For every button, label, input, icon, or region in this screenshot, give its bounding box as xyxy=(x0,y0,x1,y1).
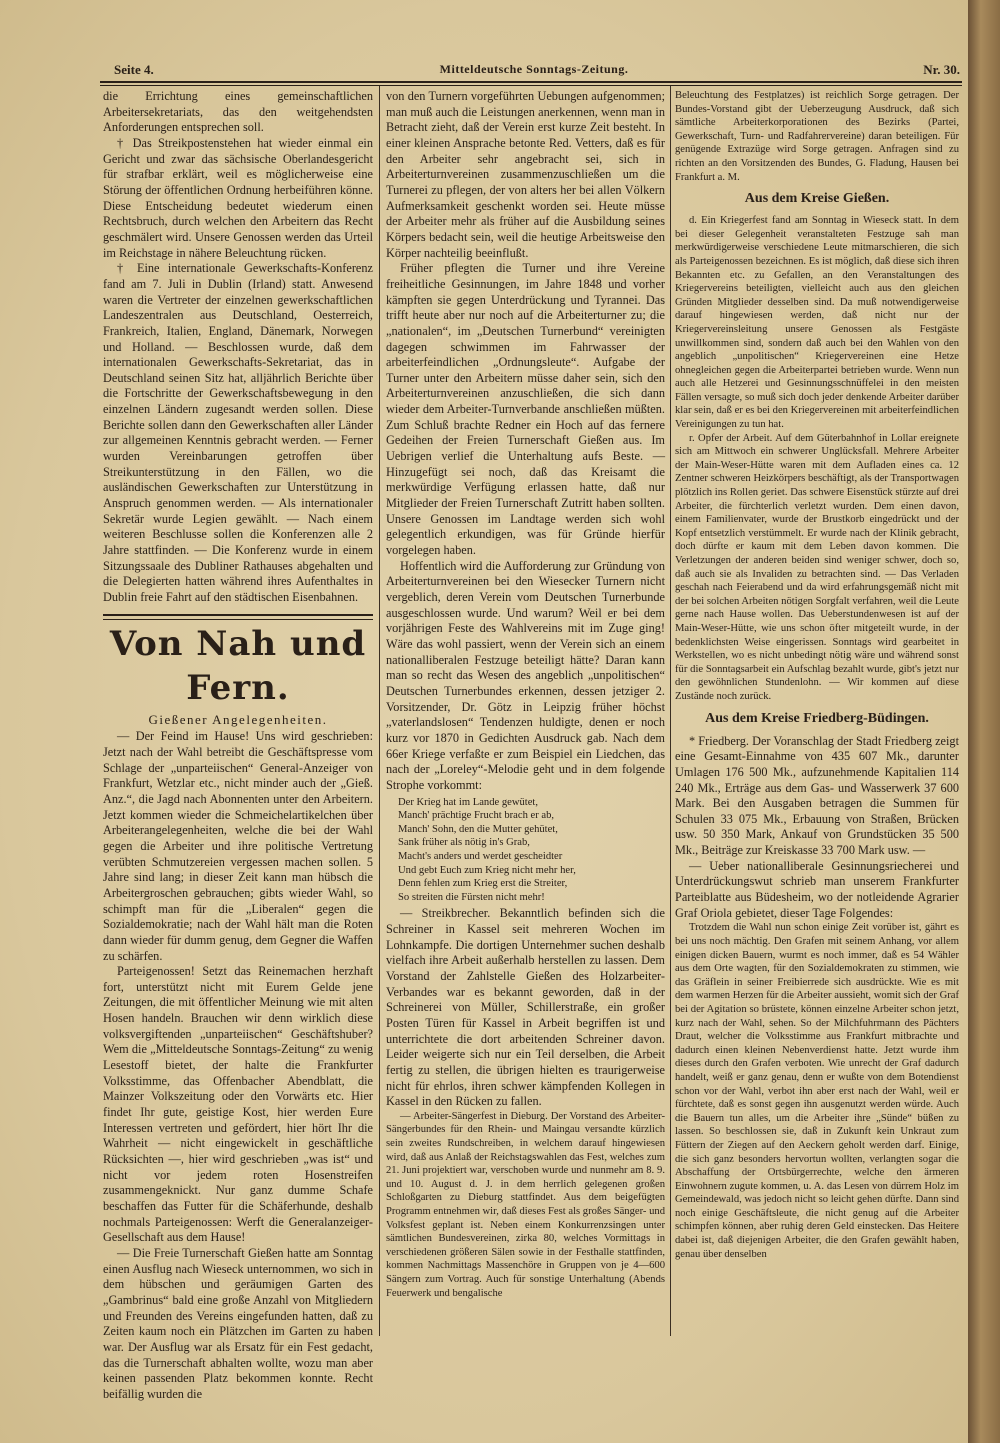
issue-number: Nr. 30. xyxy=(923,62,960,77)
article-kriegerfest: d. Ein Kriegerfest fand am Sonntag in Wieseck statt. In dem bei dieser Gelegenheit veranstalteten Festzuge sah man merkwürdigerweise verschiedene Leute mitmarschieren, die sich als Parteigenossen bezeichnen. Es ist möglich, daß diese sich ihren Bekannten etc. zu Gefallen, an den Veranstaltungen des Kriegervereins beteiligten, vielleicht auch aus den gleichen Gründen Mitglieder desselben sind. Da muß notwendigerweise darauf hingewiesen werden, daß nicht nur der Kriegervereinsleitung unsere Genossen als Festgäste unwillkommen sind, sondern daß auch bei den Wahlen von den angeblich „unpolitischen“ Kriegervereinen eine Hetze ohnegleichen gegen die Arbeiterpartei betrieben wurde. Wenn nun auch alle Hetzerei und Gesinnungsschnüffelei in den meisten Fällen versagte, so muß sich doch jeder denkende Arbeiter darüber klar sein, daß er es bei den Kriegervereinen mit arbeiterfeindlichen Vereinigungen zu tun hat. xyxy=(675,215,959,431)
article-friedberg: * Friedberg. Der Voranschlag der Stadt Friedberg zeigt eine Gesamt-Einnahme von 435 607 Mk., darunter Umlagen 176 500 Mk., aufzunehmende Kapitalien 114 240 Mk., Erträge aus dem Gas- und Wasserwerk 37 600 Mark. Bei den Ausgaben betragen die Summen für Schulen 33 075 Mk., Erbauung von Straßen, Brücken usw. 50 350 Mark, Ankauf von Grundstücken 35 500 Mk., Beiträge zur Kreiskasse 33 700 Mark usw. — xyxy=(675,733,959,858)
column-1 xyxy=(103,89,373,1401)
article-text: von den Turnern vorgeführten Uebungen aufgenommen; man muß auch die Leistungen anerkennen, wenn man in Betracht zieht, daß der Verein erst kurze Zeit besteht. In einer kleinen Ansprache betonte Red. Vetters, daß es für den Arbeiter sehr angebracht sei, sich in Arbeiterturnvereinen zusammenzuschließen um die Turnerei zu pflegen, der von alters her bei allen Völkern Aufmerksamkeit geschenkt worden sei. Heute müsse der Arbeiter mehr als früher auf die Ausbildung seines Körpers bedacht sein, weil die heutige Arbeitsweise den Körper nachteilig beeinflußt. xyxy=(386,89,665,260)
page-number: Seite 4. xyxy=(114,62,154,77)
column-3 xyxy=(675,89,959,1334)
article-streikbrecher: — Streikbrecher. Bekanntlich befinden sich die Schreiner in Kassel seit mehreren Wochen im Lohnkampfe. Die dortigen Unternehmer suchen deshalb vielfach ihre Arbeit außerhalb herstellen zu lassen. Dem Vorstand der Zahlstelle Gießen des Holzarbeiter-Verbandes war es bekannt geworden, daß in der Schreinerei von Müller, Schillerstraße, ein großer Posten Türen für Kassel in Arbeit begriffen ist und unterrichtete die dort arbeitenden Schreiner davon. Leider weigerte sich nur ein Teil derselben, die Arbeit fertig zu stellen, die übrigen hielten es traurigerweise nicht für ehrlos, ihren schwer kämpfenden Kollegen in Kassel in den Rücken zu fallen. xyxy=(386,906,665,1109)
page-edge xyxy=(968,0,1000,1443)
article-buedesheim-body: Trotzdem die Wahl nun schon einige Zeit vorüber ist, gährt es bei uns noch mächtig. Den Grafen mit seinem Anhang, vor allem einigen dicken Bauern, wurmt es noch immer, daß es 54 Wähler aus dem Orte wagten, für den Sozialdemokraten zu stimmen, wie das Gräflein in seiner Freibierrede sich ausdrückte. Wie es mit dem warmen Herzen für die Arbeiter aussieht, womit sich der Graf bei der Agitation so brüstete, können einzelne Arbeiter schon jetzt, kurz nach der Wahl, sehen. So der Milchfuhrmann des Pächters Draut, welcher die Volksstimme aus Frankfurt mitbrachte und dadurch einen kleinen Nebenverdienst hatte. Jetzt wurde ihm dieses durch den Grafen verboten. Wie unrecht der Graf dadurch handelt, weiß er ganz genau, denn er wußte von dem Botendienst schon vor der Wahl, verbot ihn aber erst nach der Wahl, weil er fürchtete, daß es sonst gegen ihn ausgenutzt werden würde. Auch die Bauern tun alles, um die Arbeiter ihre „Sünde“ büßen zu lassen. So beschlossen sie, daß in Zukunft kein Unkraut zum Füttern der Ziegen auf den Aeckern geholt werden darf. Einige, die sich ganz besonders hervortun wollten, verlangten sogar die Abschaffung der Ortsbürgerrechte, welche den ärmeren Einwohnern zugute kommen, u. A. das Lesen von dürrem Holz im Gemeindewald, was jedoch nicht so leicht gehen dürfte. Dann sind noch einige Geschäftsleute, die nicht genug auf die Arbeiter schimpfen können, aber ruhig deren Geld einstecken. Das Heitere dabei ist, daß diejenigen Arbeiter, die den Grafen gewählt haben, genau über denselben xyxy=(675,922,959,1260)
column-2 xyxy=(386,89,665,1334)
section-heading-giessen: Aus dem Kreise Gießen. xyxy=(744,191,890,207)
article-text: Beleuchtung des Festplatzes) ist reichlich Sorge getragen. Der Bundes-Vorstand gibt der Ueberzeugung Ausdruck, daß sich sämtliche Arbeiterkorporationen des Bezirks (Partei, Gewerkschaft, Turn- und Radfahrervereine) daran beteiligen. Für genügende Extrazüge wird Sorge getragen. Anfragen sind zu richten an den Vorsitzenden des Bundes, G. Fladung, Hausen bei Frankfurt a. M. xyxy=(675,90,959,183)
article-feind-im-hause: — Der Feind im Hause! Uns wird geschrieben: Jetzt nach der Wahl betreibt die Geschäftspresse vom Schlage der „unparteiischen“ General-Anzeiger von Frankfurt, Wetzlar etc., nicht minder auch der „Gieß. Anz.“, die Jagd nach Abonnenten unter den Arbeitern. Jetzt kommen wieder die Schmeichelartikelchen über Arbeiterangelegenheiten, welche die bei der Wahl gegen die Arbeiter und ihre politische Vertretung verübten Schmutzereien vergessen machen sollen. 5 Jahre sind lang; in dieser Zeit kann man hübsch die Arbeitergroschen gebrauchen; gibts wieder Wahl, so schimpft man für die „Liberalen“ gegen die Sozialdemokratie; nach der Wahl hält man die Roten dann wieder für dumm genug, dem Gegner die Waffen zu schärfen. xyxy=(103,729,373,963)
section-title: Von Nah und Fern. xyxy=(109,623,367,708)
article-buedesheim: — Ueber nationalliberale Gesinnungsriecherei und Unterdrückungswut schrieb man unserem Frankfurter Parteiblatte aus Büdesheim, wo der notleidende Agrarier Graf Oriola gebietet, dieser Tage Folgendes: xyxy=(675,858,959,920)
poem-stanza: Der Krieg hat im Lande gewütet, Manch' prächtige Frucht brach er ab, Manch' Sohn, den die Mutter gehütet, Sank früher als nötig in's Grab, Macht's anders und werdet gescheidter Und gebt Euch zum Krieg nicht mehr her, Denn fehlen zum Krieg erst die Streiter, So streiten die Fürsten nicht mehr! xyxy=(398,796,576,903)
section-subtitle: Gießener Angelegenheiten. xyxy=(148,711,328,727)
page-header xyxy=(108,62,960,80)
article-gewerkschafts-konferenz: † Eine internationale Gewerkschafts-Konferenz fand am 7. Juli in Dublin (Irland) statt. Anwesend waren die Vertreter der einzelnen gewerkschaftlichen Landeszentralen aus Deutschland, Oesterreich, Frankreich, Italien, England, Dänemark, Norwegen und Holland. — Beschlossen wurde, daß dem internationalen Gewerkschafts-Sekretariat, das in Deutschland seinen Sitz hat, alljährlich Berichte über die Fortschritte der Gewerkschaftsbewegung in den einzelnen Ländern zugesandt werden sollen. Diese Berichte sollen dann den Gewerkschaften aller Länder zur allgemeinen Kenntnis gebracht werden. — Ferner wurden Vereinbarungen getroffen über Streikunterstützung in den Fällen, wo die ausländischen Gewerkschaften zur Unterstützung in Anspruch genommen werden. — Als internationaler Sekretär wurde Legien gewählt. — Nach einem weiteren Beschlusse sollen die Konferenzen alle 2 Jahre stattfinden. — Die Konferenz wurde in einem Sitzungssaale des Dubliner Rathauses abgehalten und die Delegierten hatten während ihres Aufenthaltes in Dublin freie Fahrt auf den städtischen Eisenbahnen. xyxy=(103,261,373,604)
section-rule xyxy=(103,614,373,620)
header-rule xyxy=(100,81,962,83)
newspaper-title: Mitteldeutsche Sonntags-Zeitung. xyxy=(439,62,629,76)
section-heading-friedberg: Aus dem Kreise Friedberg-Büdingen. xyxy=(705,710,929,726)
article-parteigenossen: Parteigenossen! Setzt das Reinemachen herzhaft fort, unterstützt nicht mit Eurem Gelde jene Zeitungen, die mit öffentlicher Meinung wie mit alten Hosen handeln. Brauchen wir denn wirklich diese volksvergiftenden „unparteiischen“ Geschäftshuber? Wem die „Mitteldeutsche Sonntags-Zeitung“ zu wenig Lesestoff bietet, der halte die Frankfurter Volksstimme, das Offenbacher Abendblatt, die Mainzer Volkszeitung oder den Vorwärts etc. Hier findet Ihr gute, geistige Kost, hier werden Eure Interessen vertreten und gefördert, hier hört Ihr die Wahrheit — nicht eingewickelt in geschäftliche Rücksichten —, hier wird geschrieben „was ist“ und nicht vor jedem roten Hosenstreifen zusammengeknickt. Nur ganz dumme Schafe beschaffen das Futter für die Schäferhunde, deshalb nochmals Parteigenossen: Werft die Generalanzeiger-Gesellschaft aus dem Hause! xyxy=(103,964,373,1245)
article-streikposten: † Das Streikpostenstehen hat wieder einmal ein Gericht und zwar das sächsische Oberlandesgericht für strafbar erklärt, weil es möglicherweise eine Störung der öffentlichen Ordnung herbeiführen könne. Diese Entscheidung bedeutet wiederum einen Rechtsbruch, durch welchen den Arbeitern das Recht geschmälert wird. Unsere Genossen werden das Urteil im Reichstage in nähere Beleuchtung rücken. xyxy=(103,135,373,260)
column-divider xyxy=(379,86,380,1336)
article-text: Hoffentlich wird die Aufforderung zur Gründung von Arbeiterturnvereinen bei den Wiesecker Turnern nicht vergeblich, deren Verein vom Deutschen Turnerbunde ausgeschlossen wurde. Und warum? Weil er bei dem vorjährigen Feste des Wahlvereins mit im Zuge ging! Wäre das wohl passiert, wenn der Verein sich an einem nationalliberalen Festzuge beteiligt hätte? Daran kann man so recht das Wesen des angeblich „unpolitischen“ Deutschen Turnerbundes erkennen, dessen jetziger 2. Vorsitzender, Dr. Götz in Leipzig früher höchst „vaterlandslosen“ Tendenzen huldigte, denen er noch kurz vor 1870 in Gedichten Ausdruck gab. Nach dem 66er Kriege verfaßte er zum Beispiel ein Liedchen, das nach der „Loreley“-Melodie geht und in dem folgende Strophe vorkommt: xyxy=(386,558,665,792)
header-rule-thin xyxy=(100,85,962,86)
article-freie-turnerschaft: — Die Freie Turnerschaft Gießen hatte am Sonntag einen Ausflug nach Wieseck unternommen, wo sich in dem hübschen und geräumigen Garten des „Gambrinus“ bald eine große Anzahl von Mitgliedern und Freunden des Vereins eingefunden hatten, daß zu Zeiten kaum noch ein Plätzchen im Garten zu haben war. Der Ausflug war als Ersatz für ein Fest gedacht, das die Turnerschaft abhalten wollte, wozu man aber keinen passenden Platz bekommen konnte. Recht beifällig wurden die xyxy=(103,1245,373,1401)
article-text: Früher pflegten die Turner und ihre Vereine freiheitliche Gesinnungen, im Jahre 1848 und vorher kämpften sie gegen Unterdrückung und Tyrannei. Das trifft heute aber nur noch auf die Arbeiterturner zu; die „nationalen“, im „Deutschen Turnerbund“ vereinigten dagegen schwimmen im Fahrwasser der arbeiterfeindlichen „Ordnungsleute“. Aufgabe der Turner unter den Arbeitern müsse daher sein, sich den Arbeiterturnvereinen anzuschließen, die sich dann wieder dem Arbeiter-Turnverbande anschließen müßten. Zum Schluß brachte Redner ein Hoch auf das fernere Gedeihen der Freien Turnerschaft Gießen aus. Im Uebrigen verlief die Unterhaltung aufs Beste. — Hinzugefügt sei noch, daß das Kreisamt die merkwürdige Verfügung erlassen hatte, daß nur Mitglieder der Freien Turnerschaft Zutritt haben sollten. Unsere Genossen im Landtage werden sich wohl gelegentlich erkundigen, was für Gründe hierfür vorgelegen haben. xyxy=(386,261,665,558)
article-opfer-der-arbeit: r. Opfer der Arbeit. Auf dem Güterbahnhof in Lollar ereignete sich am Mittwoch ein schwerer Unglücksfall. Mehrere Arbeiter der Main-Weser-Hütte waren mit dem Aufladen eines ca. 12 Zentner schweren Heizkörpers beschäftigt, als der Transportwagen plötzlich ins Rollen geriet. Das schwere Eisenstück stürzte auf drei Arbeiter, die fürchterlich verletzt wurden. Dem einen davon, einem Familienvater, wurde der Brustkorb eingedrückt und der Kopf entsetzlich verstümmelt. Er wurde nach der Klinik gebracht, doch dürfte er kaum mit dem Leben davon kommen. Die Verletzungen der anderen beiden sind weniger schwer, doch so, daß auch sie als Invaliden zu betrachten sind. — Das Verladen geschah nach Feierabend und da wird erfahrungsgemäß nicht mit der bei solchen Arbeiten nötigen Sorgfalt verfahren, weil die Leute gerne nach Hause wollen. Das Ueberstundenwesen ist auf der Main-Weser-Hütte, wie uns schon öfter mitgeteilt wurde, in der bedenklichsten Weise eingerissen. Sonntags wird gearbeitet in Werkstellen, wo es nicht unbedingt nötig wäre und während sonst für die Sonntagsarbeit ein Aufschlag bezahlt wurde, gibt's jetzt nur den gewöhnlichen Stundenlohn. — Wir kommen auf diese Zustände noch zurück. xyxy=(675,432,959,702)
article-saengerfest: — Arbeiter-Sängerfest in Dieburg. Der Vorstand des Arbeiter-Sängerbundes für den Rhein- und Maingau versandte kürzlich sein zweites Rundschreiben, in welchem darauf hingewiesen wird, daß aus Anlaß der Reichstagswahlen das Fest, welches zum 21. Juni projektiert war, verschoben wurde und nunmehr am 8. 9. und 10. August d. J. in dem herrlich gelegenen großen Schloßgarten zu Dieburg stattfindet. Aus dem beigefügten Programm entnehmen wir, daß dieses Fest als großes Sänger- und Volksfest geplant ist. Neben einem Konkurrenzsingen unter sämtlichen Bundesvereinen, zirka 80, welches Vormittags in verschiedenen größeren Sälen sowie in der Festhalle stattfinden, kommen Nachmittags Massenchöre in Gruppen von je 4—600 Sängern zum Vortrag. Auch für sonstige Unterhaltung (Abends Feuerwerk und bengalische xyxy=(386,1110,665,1299)
article-text: die Errichtung eines gemeinschaftlichen Arbeitersekretariats, das den weitgehendsten Anforderungen entsprechen soll. xyxy=(103,89,373,135)
column-divider xyxy=(670,86,671,1336)
